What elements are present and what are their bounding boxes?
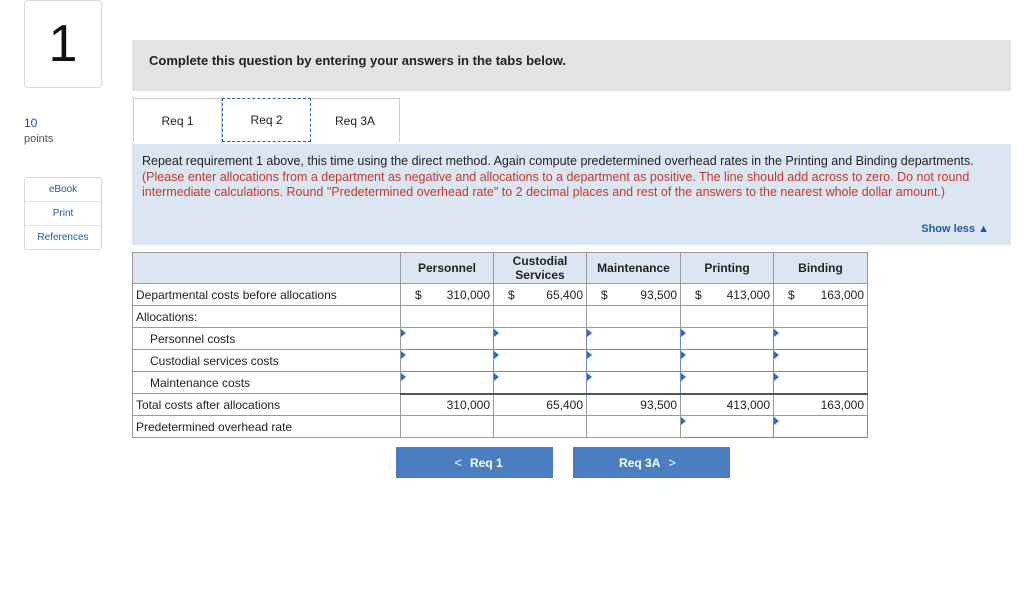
side-links [24, 177, 102, 250]
chevron-right-icon: > [668, 455, 676, 470]
row-overhead-rate [133, 416, 868, 438]
currency-sign: $ [695, 287, 702, 302]
cell-value: 310,000 [401, 394, 494, 416]
currency-sign: $ [508, 287, 515, 302]
row-label: Departmental costs before allocations [133, 284, 401, 306]
input-custodial-personnel[interactable] [401, 350, 494, 372]
input-rate-binding[interactable] [774, 416, 868, 438]
print-link[interactable]: Print [25, 201, 101, 225]
header-blank [133, 253, 401, 284]
allocation-table [132, 252, 868, 438]
input-custodial-printing[interactable] [681, 350, 774, 372]
cell-value: 65,400 [546, 287, 583, 302]
row-label: Personnel costs [133, 328, 401, 350]
points-label: points [24, 133, 54, 145]
next-req-label: Req 3A [619, 455, 661, 470]
row-allocations [133, 306, 868, 328]
header-printing: Printing [681, 253, 774, 284]
row-label: Custodial services costs [133, 350, 401, 372]
header-maintenance: Maintenance [587, 253, 681, 284]
input-maintenance-binding[interactable] [774, 372, 868, 394]
input-rate-printing[interactable] [681, 416, 774, 438]
input-personnel-personnel[interactable] [401, 328, 494, 350]
cell-value: 163,000 [820, 287, 864, 302]
input-personnel-maintenance[interactable] [587, 328, 681, 350]
cell-value: 65,400 [494, 394, 587, 416]
row-label: Predetermined overhead rate [133, 416, 401, 438]
cell-value: 310,000 [446, 287, 490, 302]
input-maintenance-printing[interactable] [681, 372, 774, 394]
table-header-row [133, 253, 868, 284]
tab-req-2[interactable]: Req 2 [222, 98, 311, 142]
show-less-link[interactable] [921, 222, 989, 238]
row-dept-costs [133, 284, 868, 306]
ebook-link[interactable]: eBook [48, 184, 78, 195]
currency-sign: $ [601, 287, 608, 302]
question-number: 1 [24, 0, 102, 88]
input-personnel-printing[interactable] [681, 328, 774, 350]
row-maintenance-costs [133, 372, 868, 394]
input-custodial-maintenance[interactable] [587, 350, 681, 372]
row-label: Total costs after allocations [133, 394, 401, 416]
row-label: Allocations: [133, 306, 401, 328]
input-maintenance-maintenance[interactable] [587, 372, 681, 394]
input-custodial-custodial[interactable] [494, 350, 587, 372]
cell-value: 163,000 [774, 394, 868, 416]
show-less-label: Show less [921, 222, 976, 235]
cell-value: 413,000 [726, 287, 770, 302]
input-personnel-custodial[interactable] [494, 328, 587, 350]
cell-value: 93,500 [640, 287, 677, 302]
tab-req-3a[interactable]: Req 3A [311, 98, 400, 142]
row-custodial-costs [133, 350, 868, 372]
row-total-costs [133, 394, 868, 416]
prev-req-label: Req 1 [469, 455, 503, 470]
currency-sign: $ [788, 287, 795, 302]
caret-up-icon: ▲ [978, 222, 989, 235]
instructions-main: Repeat requirement 1 above, this time using the direct method. Again compute predetermined overhead rates in the Printing and Binding departments. [142, 154, 974, 168]
input-maintenance-personnel[interactable] [401, 372, 494, 394]
row-label: Maintenance costs [133, 372, 401, 394]
cell-value: 93,500 [587, 394, 681, 416]
input-maintenance-custodial[interactable] [494, 372, 587, 394]
instruction-banner: Complete this question by entering your answers in the tabs below. [132, 40, 1011, 91]
requirement-instructions [132, 144, 1011, 245]
instructions-note: (Please enter allocations from a department as negative and allocations to a department as positive. The line should add across to zero. Do not round intermediate calculations. Round "Predetermined overhead rate" to 2 decimal places and rest of the answers to the nearest whole dollar amount.) [142, 169, 970, 199]
tab-bar [133, 98, 400, 142]
input-personnel-binding[interactable] [774, 328, 868, 350]
references-link[interactable]: References [25, 225, 101, 249]
header-custodial: Custodial Services [494, 253, 587, 284]
cell-value: 413,000 [681, 394, 774, 416]
input-custodial-binding[interactable] [774, 350, 868, 372]
row-personnel-costs [133, 328, 868, 350]
currency-sign: $ [415, 287, 422, 302]
header-personnel: Personnel [401, 253, 494, 284]
points-value: 10 [24, 116, 38, 130]
chevron-left-icon: < [454, 455, 462, 470]
next-req-button[interactable] [573, 447, 730, 478]
header-binding: Binding [774, 253, 868, 284]
tab-req-1[interactable]: Req 1 [133, 98, 222, 142]
prev-req-button[interactable] [396, 447, 553, 478]
